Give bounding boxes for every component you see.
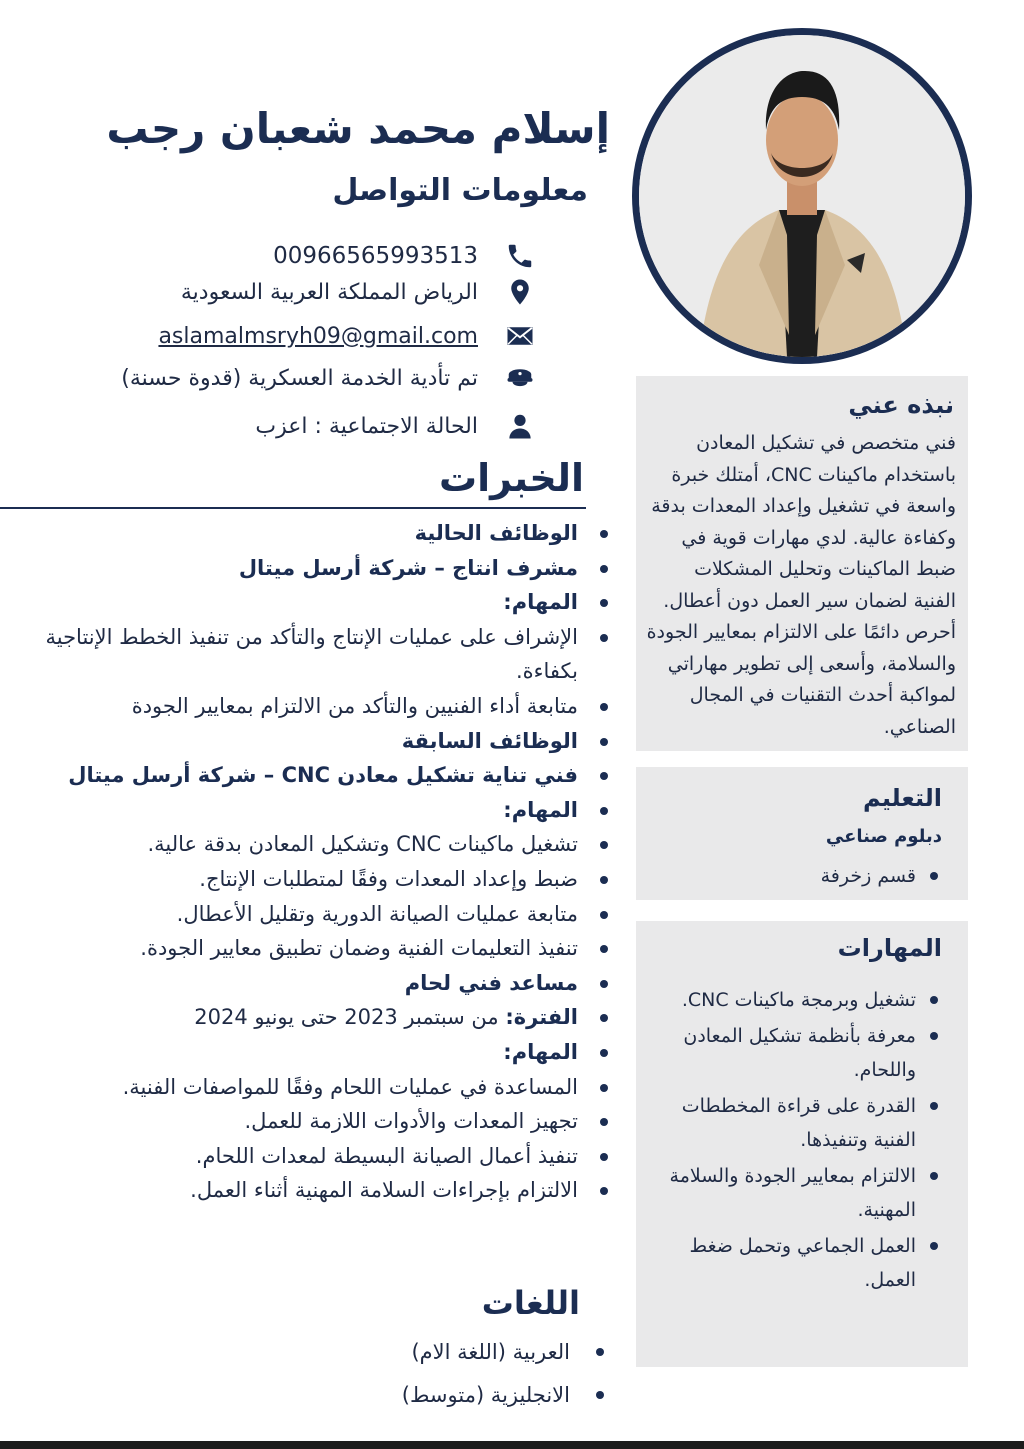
list-item: ضبط وإعداد المعدات وفقًا لمتطلبات الإنتاج. [14,862,614,897]
about-title: نبذه عني [848,391,954,419]
skills-list [646,983,942,1297]
location-pin-icon [500,272,540,312]
list-item: تنفيذ أعمال الصيانة البسيطة لمعدات اللحام. [14,1139,614,1174]
education-list [646,859,942,893]
list-item: الانجليزية (متوسط) [212,1375,612,1415]
skills-panel [636,921,968,1367]
list-item: المهام: [14,1035,614,1070]
list-item: تجهيز المعدات والأدوات اللازمة للعمل. [14,1104,614,1139]
list-item: مساعد فني لحام [14,966,614,1001]
education-title: التعليم [863,784,942,812]
list-item: المهام: [14,585,614,620]
contact-section-title: معلومات التواصل [332,173,588,208]
contact-marital-row [40,406,540,446]
list-item: معرفة بأنظمة تشكيل المعادن واللحام. [646,1019,942,1087]
period-value: من سبتمبر 2023 حتى يونيو 2024 [194,1005,506,1030]
military-cap-icon [500,358,540,398]
envelope-icon [500,316,540,356]
experience-title: الخبرات [438,456,584,500]
list-item: الالتزام بإجراءات السلامة المهنية أثناء العمل. [14,1173,614,1208]
list-item: متابعة عمليات الصيانة الدورية وتقليل الأعطال. [14,897,614,932]
marital-status: الحالة الاجتماعية : اعزب [255,413,478,439]
phone-icon [500,236,540,276]
candidate-name: إسلام محمد شعبان رجب [106,104,610,153]
contact-military-row [40,358,540,398]
list-item: الوظائف السابقة [14,724,614,759]
list-item: متابعة أداء الفنيين والتأكد من الالتزام بمعايير الجودة [14,689,614,724]
languages-list [212,1332,612,1418]
list-item: العربية (اللغة الام) [212,1332,612,1372]
location-text: الرياض المملكة العربية السعودية [180,279,478,305]
experience-list [14,516,614,1208]
email-link[interactable]: aslamalmsryh09@gmail.com [158,323,478,349]
list-item: المهام: [14,793,614,828]
list-item-period [14,1000,614,1035]
list-item: تشغيل ماكينات CNC وتشكيل المعادن بدقة عالية. [14,827,614,862]
profile-photo [632,28,972,364]
period-label: الفترة: [505,1005,578,1030]
list-item: تنفيذ التعليمات الفنية وضمان تطبيق معايير الجودة. [14,931,614,966]
list-item: القدرة على قراءة المخططات الفنية وتنفيذها. [646,1089,942,1157]
education-degree: دبلوم صناعي [825,826,942,847]
list-item: قسم زخرفة [646,859,942,893]
person-photo-icon [639,35,965,357]
about-text: فني متخصص في تشكيل المعادن باستخدام ماكينات CNC، أمتلك خبرة واسعة في تشغيل وإعداد المعدات بدقة وكفاءة عالية. لدي مهارات قوية في ضبط الماكينات وتحليل المشكلات الفنية لضمان سير العمل دون أعطال. أحرص دائمًا على الالتزام بمعايير الجودة والسلامة، وأسعى إلى تطوير مهاراتي لمواكبة أحدث التقنيات في المجال الصناعي. [646,432,956,738]
section-divider [0,507,586,509]
contact-email-row [40,316,540,356]
list-item: مشرف انتاج – شركة أرسل ميتال [14,551,614,586]
phone-number: 00966565993513 [273,243,478,269]
list-item: الالتزام بمعايير الجودة والسلامة المهنية. [646,1159,942,1227]
about-panel [636,376,968,751]
list-item: العمل الجماعي وتحمل ضغط العمل. [646,1229,942,1297]
list-item: الإشراف على عمليات الإنتاج والتأكد من تنفيذ الخطط الإنتاجية بكفاءة. [14,620,614,689]
user-icon [500,406,540,446]
list-item: المساعدة في عمليات اللحام وفقًا للمواصفات الفنية. [14,1070,614,1105]
military-status: تم تأدية الخدمة العسكرية (قدوة حسنة) [121,365,478,391]
education-panel [636,767,968,900]
contact-location-row [40,272,540,312]
list-item: تشغيل وبرمجة ماكينات CNC. [646,983,942,1017]
contact-phone-row [40,236,540,276]
skills-title: المهارات [837,934,942,962]
list-item: الوظائف الحالية [14,516,614,551]
bottom-bar [0,1441,1024,1449]
languages-title: اللغات [481,1284,580,1322]
list-item: فني تناية تشكيل معادن CNC – شركة أرسل ميتال [14,758,614,793]
